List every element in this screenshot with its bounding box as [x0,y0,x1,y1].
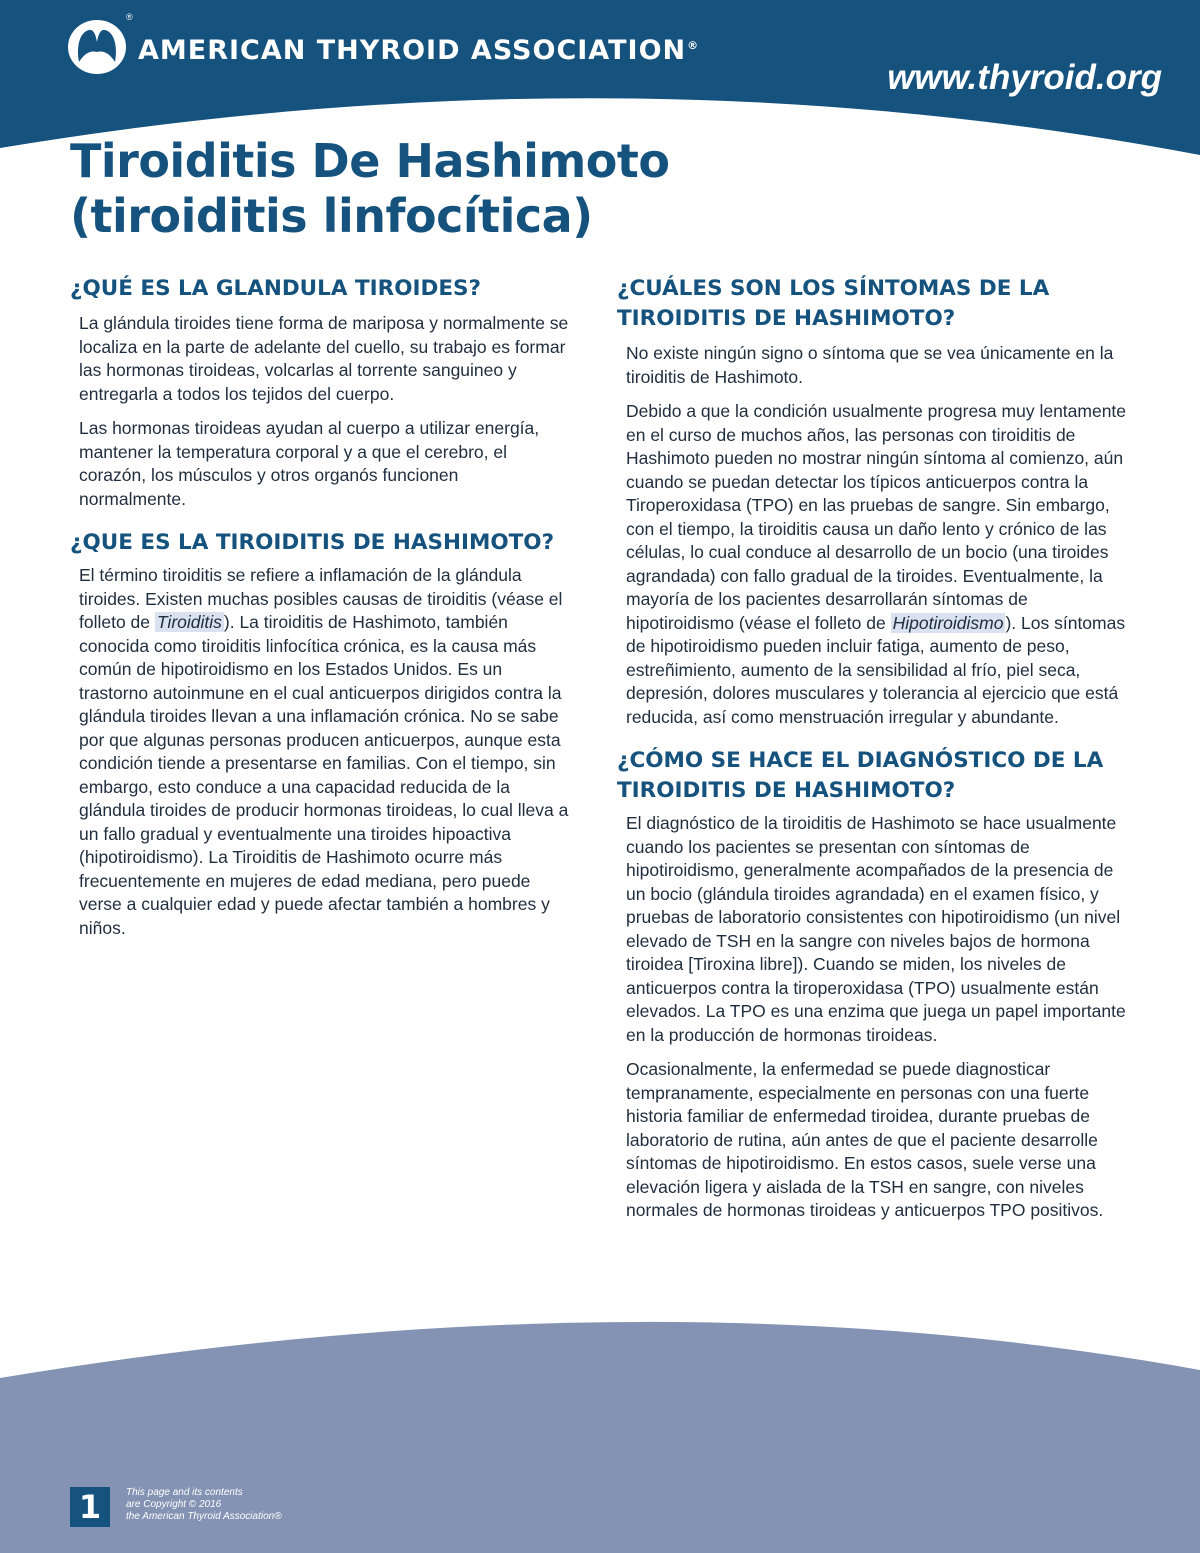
page-title [70,134,670,244]
paragraph: No existe ningún signo o síntoma que se vea únicamente en la tiroiditis de Hashimoto. [626,343,1114,387]
page-number: 1 [70,1487,110,1527]
paragraph: Las hormonas tiroideas ayudan al cuerpo a utilizar energía, mantener la temperatura corporal y a que el cerebro, el corazón, los músculos y otros organós funcionen normalmente. [79,418,540,509]
left-column [70,274,570,951]
right-column [617,274,1137,1234]
paragraph: El término tiroiditis se refiere a inflamación de la glándula tiroides. Existen muchas posibles causas de tiroiditis (véase el folleto de Tiroiditis ). La tiroiditis de Hashimoto, también conocida como tiroiditis linfocítica crónica, es la causa más común de hipotiroidismo en los Estados Unidos. Es un trastorno autoinmune en el cual anticuerpos dirigidos contra la glándula tiroides llevan a una inflamación crónica. No se sabe por que algunas personas producen anticuerpos, aunque esta condición tiende a presentarse en familias. Con el tiempo, sin embargo, esto conduce a una capacidad reducida de la glándula tiroides de producir hormonas tiroideas, lo cual lleva a un fallo gradual y eventualmente una tiroides hipoactiva (hipotiroidismo). La Tiroiditis de Hashimoto ocurre más frecuentemente en mujeres de edad mediana, pero puede verse a cualquier edad y puede afectar también a hombres y niños. [79,565,569,938]
title-line-1: Tiroiditis De Hashimoto [70,134,670,188]
association-logo [66,18,699,76]
section-heading-what-is-hashimoto: ¿QUE ES LA TIROIDITIS DE HASHIMOTO? [70,530,555,555]
copyright-notice: This page and its contents are Copyright © 2016 the American Thyroid Association® [126,1487,282,1522]
paragraph: Ocasionalmente, la enfermedad se puede diagnosticar tempranamente, especialmente en personas con una fuerte historia familiar de enfermedad tiroidea, durante pruebas de laboratorio de rutina, aún antes de que el paciente desarrolle síntomas de hipotiroidismo. En estos casos, suele verse una elevación ligera y aislada de la TSH en sangre, con niveles normales de hormonas tiroideas y anticuerpos TPO positivos. [626,1059,1104,1220]
org-name: AMERICAN THYROID ASSOCIATION® [138,34,700,66]
paragraph: Debido a que la condición usualmente progresa muy lentamente en el curso de muchos años, las personas con tiroiditis de Hashimoto pueden no mostrar ningún síntoma al comienzo, aún cuando se puedan detectar los típicos anticuerpos contra la Tiroperoxidasa (TPO) en las pruebas de sangre. Sin embargo, con el tiempo, la tiroiditis causa un daño lento y crónico de las células, lo cual conduce al desarrollo de un bocio (una tiroides agrandada) con fallo gradual de la tiroides. Eventualmente, la mayoría de los pacientes desarrollarán síntomas de hipotiroidismo (véase el folleto de Hipotiroidismo ). Los síntomas de hipotiroidismo pueden incluir fatiga, aumento de peso, estreñimiento, aumento de la sensibilidad al frío, piel seca, depresión, dolores musculares y tolerancia al ejercicio que está reducida, así como menstruación irregular y abundante. [626,401,1127,727]
website-link[interactable]: www.thyroid.org [887,58,1162,97]
page-footer [70,1487,282,1527]
section-heading-diagnosis: ¿CÓMO SE HACE EL DIAGNÓSTICO DE LA TIROIDITIS DE HASHIMOTO? [617,748,1104,803]
paragraph: El diagnóstico de la tiroiditis de Hashimoto se hace usualmente cuando los pacientes se presentan con síntomas de hipotiroidismo, generalmente acompañados de la presencia de un bocio (glándula tiroides agrandada) en el examen físico, y pruebas de laboratorio consistentes con hipotiroidismo (un nivel elevado de TSH en la sangre con niveles bajos de hormona tiroidea [Tiroxina libre]). Cuando se miden, los niveles de anticuerpos contra la tiroperoxidasa (TPO) usualmente están elevados. La TPO es una enzima que juega un papel importante en la producción de hormonas tiroideas. [626,813,1126,1045]
tiroiditis-brochure-link[interactable]: Tiroiditis [156,612,222,632]
logo-registered-mark: ® [126,12,133,22]
hipotiroidismo-brochure-link[interactable]: Hipotiroidismo [892,612,1004,633]
thyroid-butterfly-logo-icon [66,18,128,76]
paragraph: La glándula tiroides tiene forma de mariposa y normalmente se localiza en la parte de adelante del cuello, su trabajo es formar las hormonas tiroideas, volcarlas al torrente sanguineo y entregarla a todos los tejidos del cuerpo. [79,313,569,404]
title-line-2: (tiroiditis linfocítica) [70,189,593,243]
section-heading-what-is-thyroid: ¿QUÉ ES LA GLANDULA TIROIDES? [70,276,481,301]
section-heading-symptoms: ¿CUÁLES SON LOS SÍNTOMAS DE LA TIROIDITIS DE HASHIMOTO? [617,276,1050,331]
